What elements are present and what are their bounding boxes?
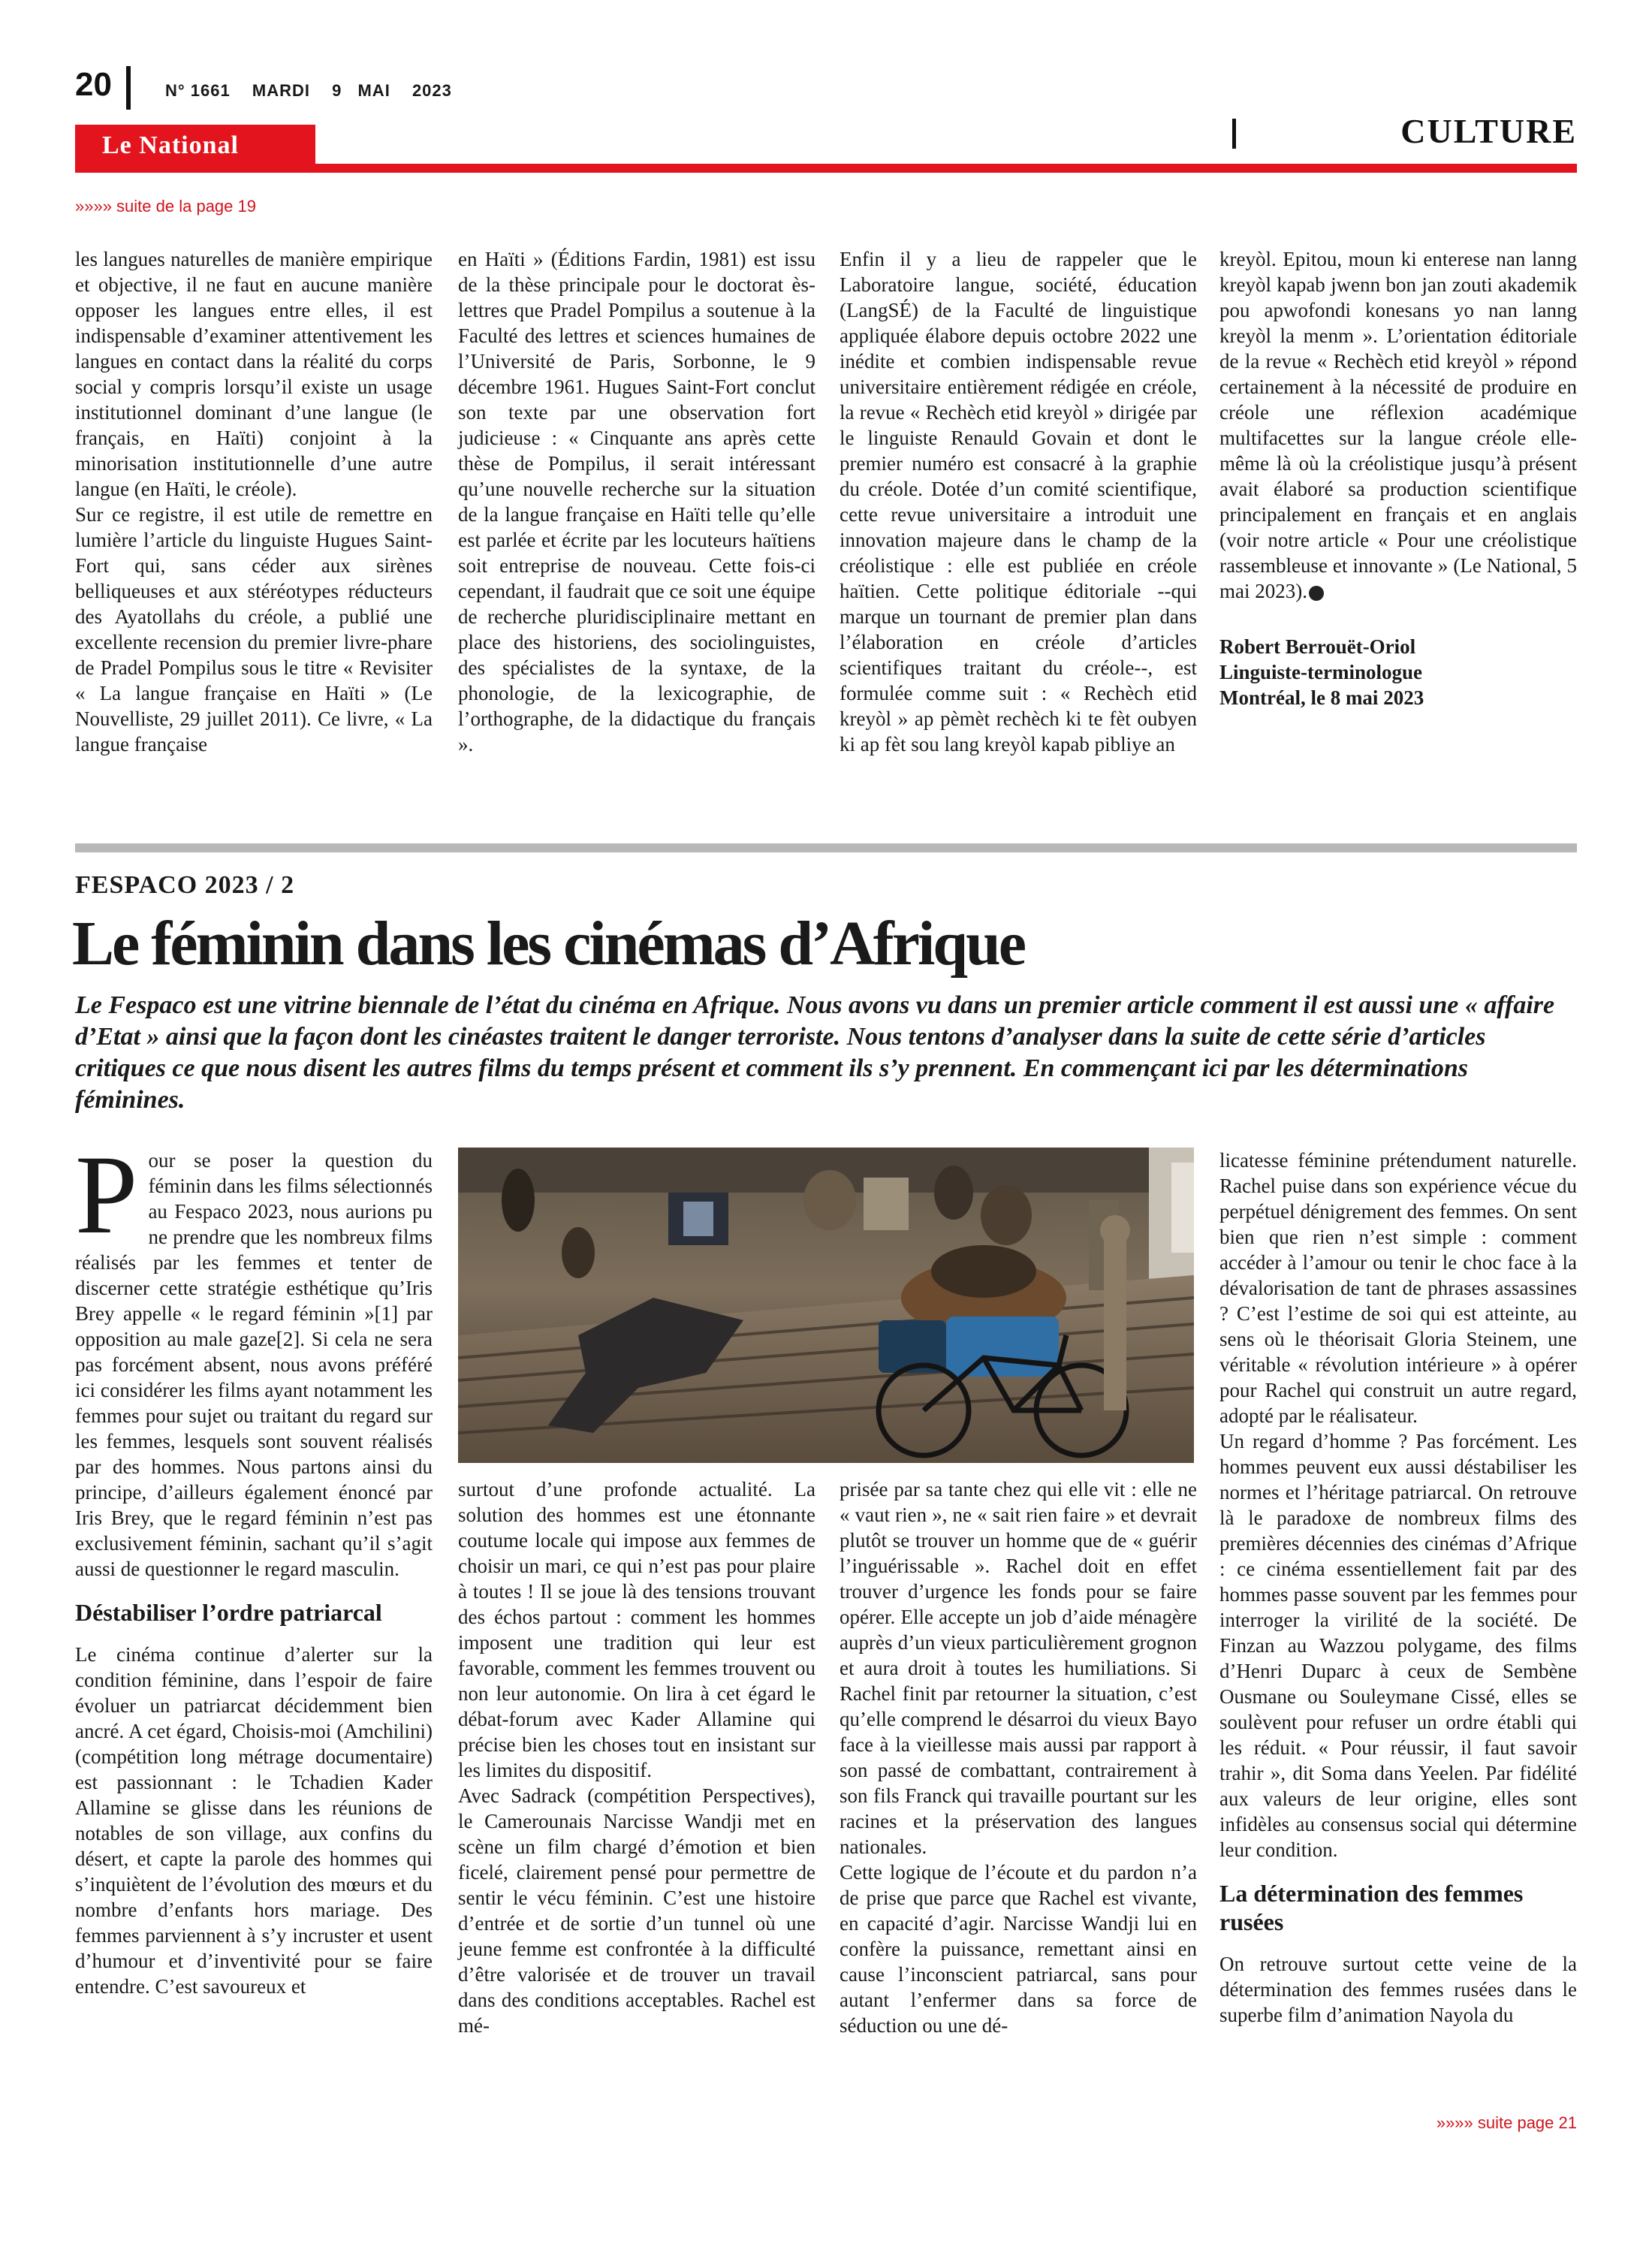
feature-column-4 <box>1219 1148 1577 2028</box>
drop-cap: P <box>75 1133 138 1257</box>
paragraph: Enfin il y a lieu de rappeler que le Laboratoire langue, société, éducation (LangSÉ) de la Faculté de linguistique appliquée élabore depuis octobre 2022 une inédite et combien indispensable revue universitaire entièrement rédigée en créole, la revue « Rechèch etid kreyòl » dirigée par le linguiste Renauld Govain et dont le premier numéro est consacré à la graphie du créole. Dotée d’un comité scientifique, cette revue universitaire a introduit une innovation majeure dans le champ de la créolistique : elle est publiée en créole haïtien. Cette politique éditoriale --qui marque un tournant de premier plan dans l’élaboration en créole d’articles scientifiques traitant du créole--, est formulée comme suit : « Rechèch etid kreyòl » ap pèmèt rechèch ki te fèt oubyen ki ap fèt sou lang kreyòl kapab pibliye an <box>840 248 1197 756</box>
brand-logo: Le National <box>102 131 239 159</box>
continued-from: »»»» suite de la page 19 <box>75 197 256 216</box>
section-title: CULTURE <box>1400 112 1577 150</box>
issue-year: 2023 <box>411 81 452 100</box>
paragraph: Cette logique de l’écoute et du pardon n’a de prise que parce que Rachel est vivante, en capacité d’agir. Narcisse Wandji lui en confère la puissance, remettant ainsi en cause l’inconscient patriarcal, sans pour autant l’enfermer dans sa force de séduction ou une dé- <box>840 1861 1197 2037</box>
subheading: Déstabiliser l’ordre patriarcal <box>75 1599 382 1626</box>
paragraph: Un regard d’homme ? Pas forcément. Les hommes peuvent eux aussi déstabiliser les normes et l’héritage patriarcal. On retrouve là le paradoxe de nombreux films des premières décennies des cinémas d’Afrique : ce cinéma essentiellement fait par des hommes passe souvent par les femmes pour interroger la virilité de la société. De Finzan au Wazzou polygame, des films d’Henri Duparc à ceux de Sembène Ousmane ou Souleymane Cissé, elles se soulèvent pour refuser un ordre établi qui les réduit. « Pour réussir, il faut savoir trahir », dit Soma dans Yeelen. Par fidélité aux valeurs de leur origine, elles sont infidèles au consensus social qui détermine leur condition. <box>1219 1430 1577 1861</box>
issue-day: 9 <box>332 81 342 100</box>
top-article-column-3 <box>840 246 1197 757</box>
issue-month: MAI <box>357 81 390 100</box>
issue-line <box>165 81 469 101</box>
issue-number: N° 1661 <box>165 81 231 100</box>
paragraph: licatesse féminine prétendument naturelle. Rachel puise dans son expérience vécue du perpétuel dénigrement des femmes. On sent bien que rien n’est simple : comment accéder à l’amour ou tenir le choc face à la dévalorisation de tant de phrases assassines ? C’est l’estime de soi qui est atteinte, au sens où le théorisait Gloria Steinem, une véritable « révolution intérieure » à opérer pour Rachel qui construit un autre regard, adopté par le réalisateur. <box>1219 1149 1577 1427</box>
subheading: La détermination des femmes rusées <box>1219 1880 1524 1935</box>
feature-column-2 <box>458 1476 815 2038</box>
top-article-column-4 <box>1219 246 1577 710</box>
top-article-column-1 <box>75 246 433 757</box>
feature-column-3 <box>840 1476 1197 2038</box>
author-role: Linguiste-terminologue <box>1219 661 1422 683</box>
page-number-divider <box>126 66 131 110</box>
author-place-date: Montréal, le 8 mai 2023 <box>1219 686 1424 709</box>
paragraph <box>1219 246 1577 604</box>
issue-weekday: MARDI <box>252 81 310 100</box>
article-standfirst: Le Fespaco est une vitrine biennale de l’état du cinéma en Afrique. Nous avons vu dans un premier article comment il est aussi une « affaire d’Etat » ainsi que la façon dont les cinéastes traitent le danger terroriste. Nous tentons d’analyser dans la suite de cette série d’articles critiques ce que nous disent les autres films du temps présent et comment ils s’y prennent. En commençant ici par les déterminations féminines. <box>75 991 1555 1114</box>
continued-to: »»»» suite page 21 <box>1436 2113 1577 2132</box>
paragraph: Sur ce registre, il est utile de remettre en lumière l’article du linguiste Hugues Saint-Fort qui, sans céder aux sirènes belliqueuses et aux stéréotypes réducteurs des Ayatollahs du créole, a publié une excellente recension du premier livre-phare de Pradel Pompilus sous le titre « Revisiter « La langue française en Haïti » (Le Nouvelliste, 29 juillet 2011). Ce livre, « La langue française <box>75 503 433 756</box>
section-divider <box>1232 119 1236 149</box>
paragraph: Le cinéma continue d’alerter sur la condition féminine, dans l’espoir de faire évoluer un patriarcat décidemment bien ancré. A cet égard, Choisis-moi (Amchilini) (compétition long métrage documentaire) est passionnant : le Tchadien Kader Allamine se glisse dans les réunions de notables de son village, aux confins du désert, et capte la parole des hommes qui s’inquiètent de l’évolution des mœurs et du nombre d’enfants hors mariage. Des femmes parviennent à s’y incruster et usent d’humour et d’inventivité pour se faire entendre. C’est savoureux et <box>75 1643 433 1998</box>
signature <box>1219 634 1577 710</box>
paragraph: On retrouve surtout cette veine de la détermination des femmes rusées dans le superbe film d’animation Nayola du <box>1219 1953 1577 2026</box>
author-name: Robert Berrouët-Oriol <box>1219 635 1416 658</box>
article-separator <box>75 843 1577 852</box>
photo-illustration <box>458 1148 1194 1463</box>
paragraph: les langues naturelles de manière empirique et objective, il ne faut en aucune manière opposer les langues entre elles, il est indispensable d’examiner attentivement les langues en contact dans la réalité du corps social y compris lorsqu’il existe un usage institutionnel dominant d’une langue (le français, en Haïti) conjoint à la minorisation institutionnelle d’une autre langue (en Haïti, le créole). <box>75 248 433 500</box>
article-kicker: FESPACO 2023 / 2 <box>75 871 295 899</box>
paragraph-text: kreyòl. Epitou, moun ki enterese nan lanng kreyòl kapab jwenn bon jan zouti akademik pou apwofondi konesans yo nan lanng kreyòl la menm ». L’orientation éditoriale de la revue « Rechèch etid kreyòl » répond certainement à la nécessité de produire en créole une réflexion académique multifacettes sur la langue créole elle-même là où la créolistique jusqu’à présent avait élaboré sa production scientifique principalement en français et en anglais (voir notre article « Pour une créolistique rassembleuse et innovante » (Le National, 5 mai 2023). <box>1219 248 1577 602</box>
paragraph: prisée par sa tante chez qui elle vit : elle ne « vaut rien », ne « sait rien faire » et devrait plutôt se trouver un homme que de « guérir l’inguérissable ». Rachel doit en effet trouver d’urgence les fonds pour se faire opérer. Elle accepte un job d’aide ménagère auprès d’un vieux particulièrement grognon et aura droit à toutes les humiliations. Si Rachel finit par retourner la situation, c’est qu’elle comprend le désarroi du vieux Bayo face à la vieillesse mais aussi par rapport à son passé de combattant, contrairement à son fils Franck qui travaille pourtant sur les racines et la préservation des langues nationales. <box>840 1478 1197 1858</box>
paragraph: Avec Sadrack (compétition Perspectives), le Camerounais Narcisse Wandji met en scène un film chargé d’émotion et bien ficelé, clairement pensé pour permettre de sentir le vécu féminin. C’est une histoire d’entrée et de sortie d’un tunnel où une jeune femme est confrontée à la difficulté d’être valorisée et de trouver un travail dans des conditions acceptables. Rachel est mé- <box>458 1784 815 2037</box>
feature-column-1 <box>75 1133 433 1999</box>
end-of-article-icon <box>1309 586 1324 601</box>
paragraph: surtout d’une profonde actualité. La solution des hommes est une étonnante coutume locale qui impose aux femmes de choisir un mari, ce qui n’est pas pour plaire à toutes ! Il se joue là des tensions trouvant des échos partout : comment les hommes imposent une tradition qui leur est favorable, comment les femmes trouvent ou non leur autonomie. On lira à cet égard le débat-forum avec Kader Allamine qui précise bien les choses tout en insistant sur les limites du dispositif. <box>458 1478 815 1781</box>
top-article-column-2 <box>458 246 815 757</box>
page-number: 20 <box>75 66 112 103</box>
paragraph: en Haïti » (Éditions Fardin, 1981) est issu de la thèse principale pour le doctorat ès-lettres que Pradel Pompilus a soutenue à la Faculté des lettres et sciences humaines de l’Université de Paris, Sorbonne, le 9 décembre 1961. Hugues Saint-Fort conclut son texte par une observation fort judicieuse : « Cinquante ans après cette thèse de Pompilus, il serait intéressant qu’une nouvelle recherche sur la situation de la langue française en Haïti telle qu’elle est parlée et écrite par les locuteurs haïtiens soit entreprise de nouveau. Cette fois-ci cependant, il faudrait que ce soit une équipe de recherche pluridisciplinaire mettant en place des historiens, des sociolinguistes, des spécialistes de la syntaxe, de la phonologie, de la lexicographie, de l’orthographe, de la didactique du français ». <box>458 248 815 756</box>
article-headline: Le féminin dans les cinémas d’Afrique <box>72 909 1025 979</box>
paragraph <box>75 1133 433 1582</box>
article-photo <box>458 1148 1194 1463</box>
paragraph-text: our se poser la question du féminin dans les films sélectionnés au Fespaco 2023, nous aurions pu ne prendre que les nombreux films réalisés par les femmes et tenter de discerner cette stratégie esthétique qu’Iris Brey appelle « le regard féminin »[1] par opposition au male gaze[2]. Si cela ne sera pas forcément absent, nous avons préféré ici considérer les films ayant notamment les femmes pour sujet ou traitant du regard sur les femmes, lesquels sont souvent réalisés par des hommes. Nous partons ainsi du principe, d’ailleurs également énoncé par Iris Brey, que le regard féminin n’est pas exclusivement féminin, sachant qu’il s’agit aussi de questionner le regard masculin. <box>75 1149 433 1580</box>
